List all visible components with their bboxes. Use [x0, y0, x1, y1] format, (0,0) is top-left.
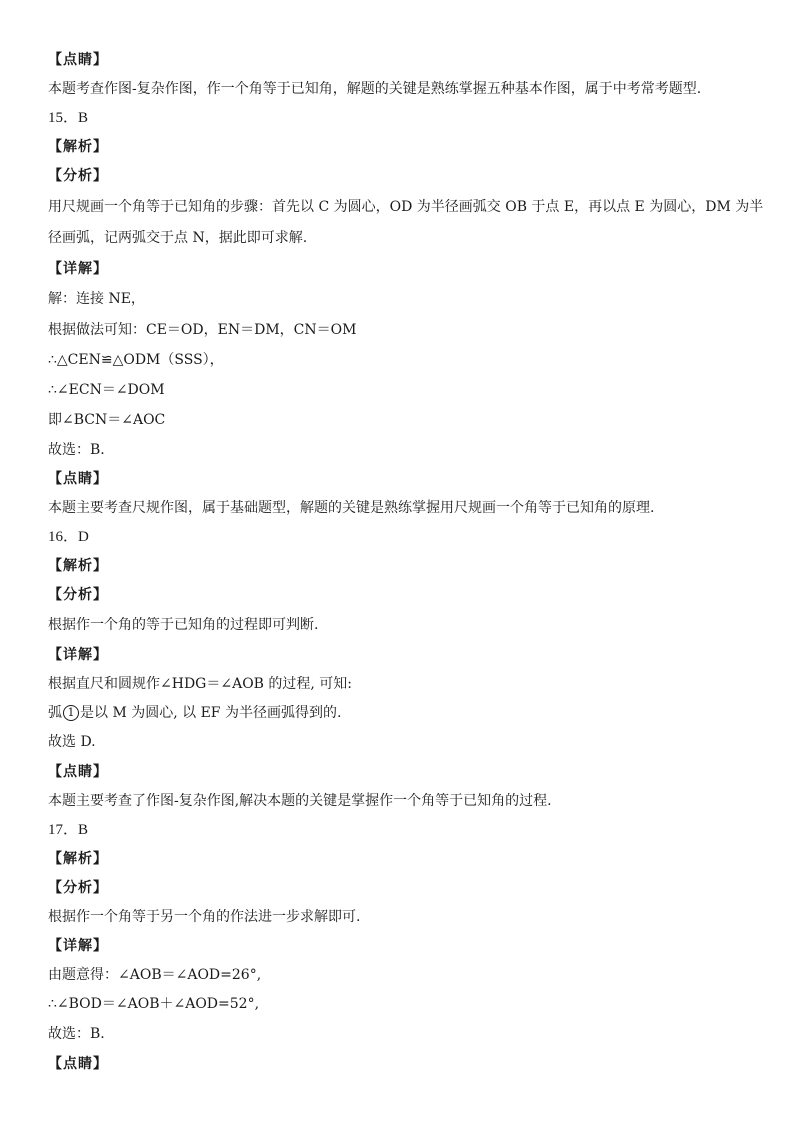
section-heading-jiexi: 【解析】 [48, 558, 108, 574]
section-heading-xiangjie: 【详解】 [48, 261, 108, 277]
paragraph: 本题考查作图-复杂作图，作一个角等于已知角，解题的关键是熟练掌握五种基本作图，属于中考常考题型. [48, 81, 702, 97]
section-heading-jiexi: 【解析】 [48, 851, 108, 867]
solution-line: 故选：B. [48, 442, 105, 458]
paragraph: 本题主要考查尺规作图，属于基础题型，解题的关键是熟练掌握用尺规画一个角等于已知角的原理. [48, 500, 655, 516]
solution-line: 根据做法可知：CE＝OD，EN＝DM，CN＝OM [48, 322, 357, 338]
solution-line: 根据直尺和圆规作∠HDG＝∠AOB 的过程, 可知: [48, 676, 353, 692]
section-heading-fenxi: 【分析】 [48, 587, 108, 603]
paragraph: 根据作一个角的等于已知角的过程即可判断. [48, 617, 319, 633]
solution-line: 解：连接 NE， [48, 291, 145, 307]
answer-number: 17．B [48, 822, 89, 838]
paragraph: 径画弧，记两弧交于点 N，据此即可求解. [48, 230, 308, 246]
paragraph: 用尺规画一个角等于已知角的步骤：首先以 C 为圆心，OD 为半径画弧交 OB 于点 E，再以点 E 为圆心，DM 为半 [48, 199, 764, 215]
section-heading-xiangjie: 【详解】 [48, 938, 108, 954]
section-heading-jiexi: 【解析】 [48, 139, 108, 155]
section-heading-dianjing: 【点睛】 [48, 1056, 108, 1072]
paragraph: 根据作一个角等于另一个角的作法进一步求解即可. [48, 909, 361, 925]
section-heading-xiangjie: 【详解】 [48, 647, 108, 663]
section-heading-dianjing: 【点睛】 [48, 52, 108, 68]
answer-number: 16．D [48, 529, 89, 545]
section-heading-dianjing: 【点睛】 [48, 471, 108, 487]
solution-line: 由题意得：∠AOB＝∠AOD=26°, [48, 967, 262, 983]
solution-line: ∴△CEN≌△ODM（SSS）， [48, 352, 224, 368]
solution-line: 故选 D. [48, 734, 96, 750]
solution-line: ∴∠BOD＝∠AOB＋∠AOD=52°, [48, 996, 260, 1012]
solution-line: ∴∠ECN＝∠DOM [48, 382, 165, 398]
arc-description: 是以 M 为圆心, 以 EF 为半径画弧得到的. [80, 705, 342, 721]
paragraph: 本题主要考查了作图-复杂作图,解决本题的关键是掌握作一个角等于已知角的过程. [48, 793, 552, 809]
solution-line [48, 703, 760, 723]
section-heading-fenxi: 【分析】 [48, 880, 108, 896]
circled-number-one: 1 [63, 705, 79, 721]
solution-line: 即∠BCN＝∠AOC [48, 412, 166, 428]
solution-line: 故选：B. [48, 1026, 105, 1042]
arc-label: 弧 [48, 705, 62, 721]
section-heading-fenxi: 【分析】 [48, 168, 108, 184]
section-heading-dianjing: 【点睛】 [48, 764, 108, 780]
answer-number: 15．B [48, 110, 89, 126]
